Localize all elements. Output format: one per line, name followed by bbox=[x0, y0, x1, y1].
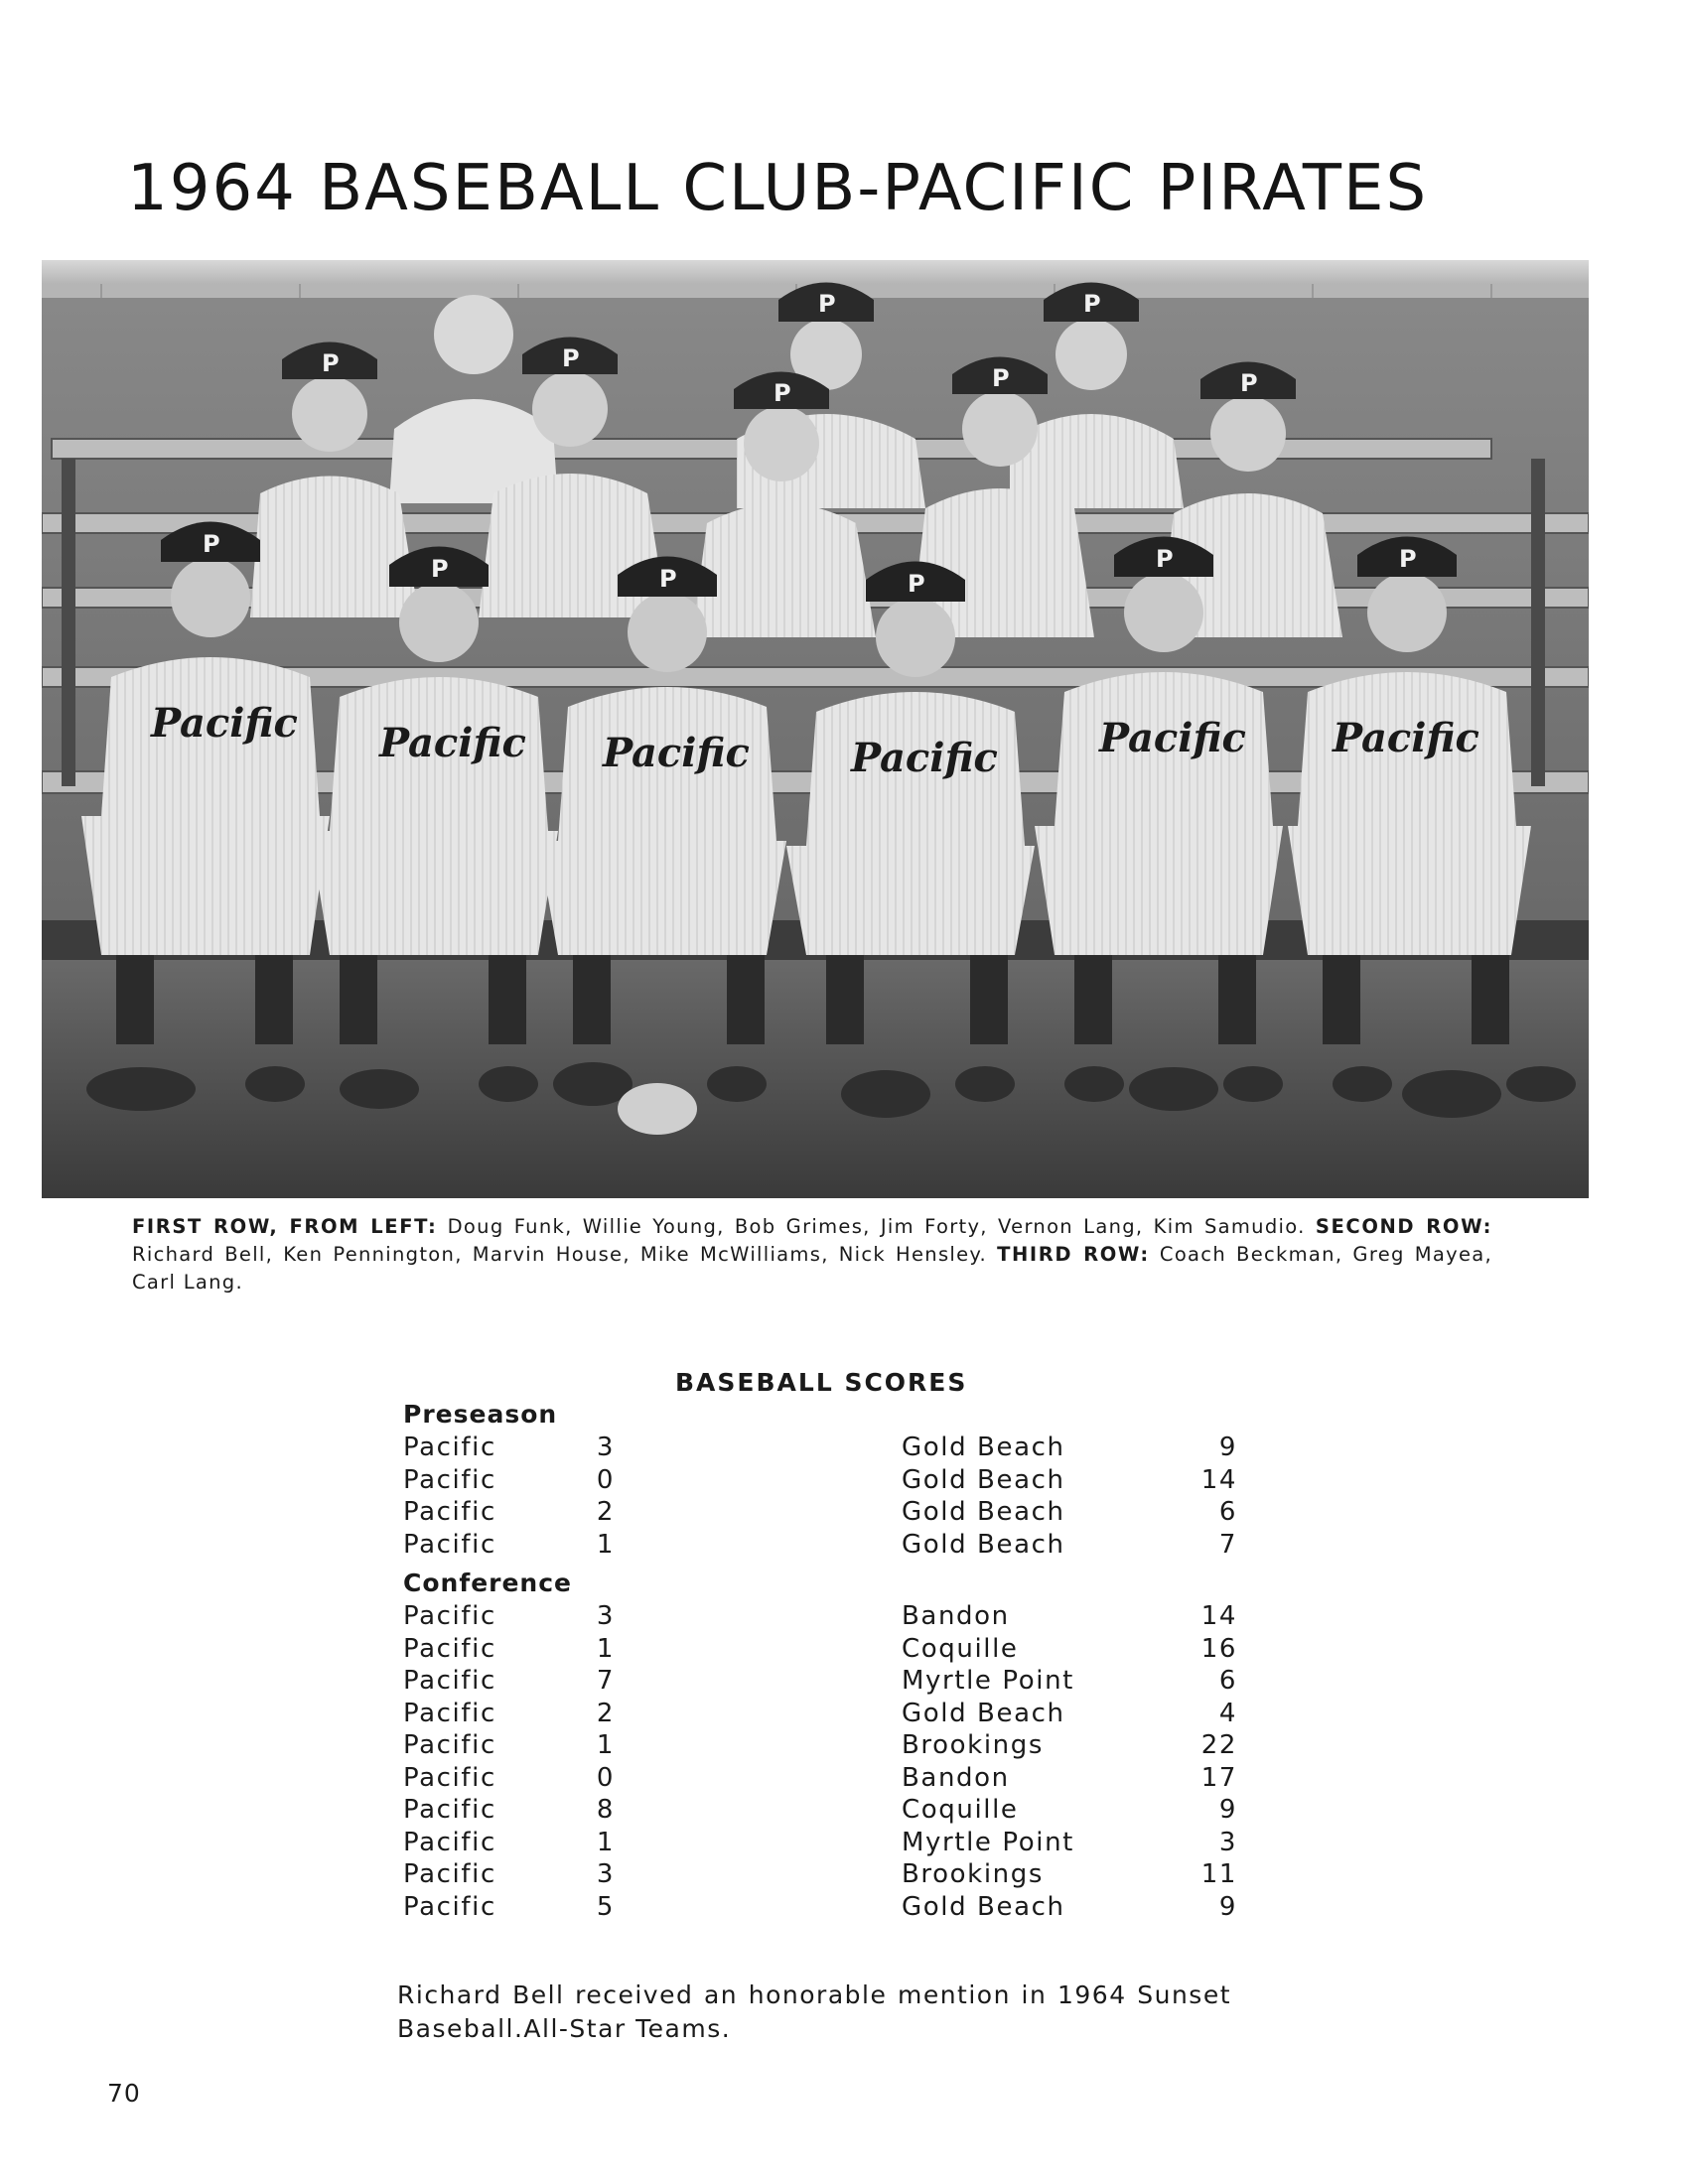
opponent-name: Coquille bbox=[902, 1795, 1019, 1825]
team-score: 1 bbox=[596, 1633, 616, 1664]
scores-heading: BASEBALL SCORES bbox=[675, 1368, 968, 1397]
photo-caption bbox=[132, 1213, 1492, 1297]
team-score: 2 bbox=[596, 1698, 616, 1728]
team-score: 8 bbox=[596, 1795, 616, 1825]
cap-letter: P bbox=[659, 565, 677, 593]
team-score: 0 bbox=[596, 1464, 616, 1495]
score-row bbox=[403, 1698, 1237, 1730]
jersey-lettering: Pacific bbox=[1333, 715, 1479, 761]
opponent-score: 9 bbox=[1218, 1433, 1237, 1462]
score-row bbox=[403, 1858, 1237, 1891]
opponent-name: Gold Beach bbox=[902, 1891, 1065, 1922]
opponent-score: 9 bbox=[1218, 1795, 1237, 1825]
opponent-score: 3 bbox=[1218, 1827, 1237, 1857]
third-row-label: THIRD ROW: bbox=[997, 1243, 1150, 1266]
team-score: 5 bbox=[596, 1891, 616, 1922]
team-score: 3 bbox=[596, 1859, 616, 1889]
team-name: Pacific bbox=[403, 1859, 496, 1889]
opponent-name: Myrtle Point bbox=[902, 1827, 1074, 1857]
cap-letter: P bbox=[1156, 545, 1174, 573]
page-number: 70 bbox=[107, 2079, 141, 2108]
team-name: Pacific bbox=[403, 1601, 496, 1631]
opponent-name: Brookings bbox=[902, 1730, 1044, 1760]
preseason-heading: Preseason bbox=[403, 1400, 558, 1429]
score-row bbox=[403, 1827, 1237, 1859]
opponent-score: 16 bbox=[1200, 1633, 1237, 1664]
opponent-name: Gold Beach bbox=[902, 1497, 1065, 1527]
team-photo bbox=[42, 260, 1589, 1198]
opponent-name: Gold Beach bbox=[902, 1529, 1065, 1560]
opponent-score: 22 bbox=[1200, 1730, 1237, 1760]
cap-letter: P bbox=[1240, 369, 1258, 397]
team-score: 7 bbox=[596, 1666, 616, 1696]
team-name: Pacific bbox=[403, 1891, 496, 1922]
score-row bbox=[403, 1665, 1237, 1698]
team-score: 1 bbox=[596, 1529, 616, 1560]
opponent-score: 17 bbox=[1200, 1762, 1237, 1793]
cap-letter: P bbox=[818, 290, 836, 318]
team-name: Pacific bbox=[403, 1698, 496, 1728]
team-score: 0 bbox=[596, 1762, 616, 1793]
opponent-name: Gold Beach bbox=[902, 1698, 1065, 1728]
team-name: Pacific bbox=[403, 1433, 496, 1462]
first-row-names: Doug Funk, Willie Young, Bob Grimes, Jim Forty, Vernon Lang, Kim Samudio. bbox=[447, 1215, 1306, 1238]
cap-letter: P bbox=[774, 379, 791, 407]
jersey-lettering: Pacific bbox=[603, 730, 750, 776]
jersey-lettering: Pacific bbox=[1099, 715, 1246, 761]
team-name: Pacific bbox=[403, 1464, 496, 1495]
first-row-label: FIRST ROW, FROM LEFT: bbox=[132, 1215, 438, 1238]
opponent-score: 14 bbox=[1200, 1601, 1237, 1631]
cap-letter: P bbox=[431, 555, 449, 583]
opponent-name: Bandon bbox=[902, 1601, 1010, 1631]
score-row bbox=[403, 1762, 1237, 1795]
team-score: 2 bbox=[596, 1497, 616, 1527]
jersey-lettering: Pacific bbox=[379, 720, 526, 766]
score-row bbox=[403, 1633, 1237, 1666]
score-row bbox=[403, 1496, 1237, 1529]
opponent-name: Myrtle Point bbox=[902, 1666, 1074, 1696]
score-row bbox=[403, 1794, 1237, 1827]
opponent-score: 6 bbox=[1218, 1666, 1237, 1696]
opponent-name: Coquille bbox=[902, 1633, 1019, 1664]
team-name: Pacific bbox=[403, 1795, 496, 1825]
opponent-name: Gold Beach bbox=[902, 1433, 1065, 1462]
cap-letter: P bbox=[992, 364, 1010, 392]
cap-letter: P bbox=[908, 570, 925, 598]
team-score: 3 bbox=[596, 1433, 616, 1462]
third-row-names: Coach Beckman, Greg Mayea, Carl Lang. bbox=[132, 1243, 1493, 1294]
opponent-score: 11 bbox=[1200, 1859, 1237, 1889]
score-row bbox=[403, 1891, 1237, 1924]
cap-letter: P bbox=[1083, 290, 1101, 318]
team-score: 3 bbox=[596, 1601, 616, 1631]
cap-letter: P bbox=[562, 344, 580, 372]
conference-games bbox=[403, 1600, 1237, 1923]
score-row bbox=[403, 1529, 1237, 1562]
cap-letter: P bbox=[1399, 545, 1417, 573]
cap-letter: P bbox=[322, 349, 340, 377]
preseason-games bbox=[403, 1432, 1237, 1561]
score-row bbox=[403, 1432, 1237, 1464]
opponent-score: 4 bbox=[1218, 1698, 1237, 1728]
team-score: 1 bbox=[596, 1730, 616, 1760]
score-row bbox=[403, 1600, 1237, 1633]
team-photo-image bbox=[42, 260, 1589, 1198]
page-title: 1964 BASEBALL CLUB-PACIFIC PIRATES bbox=[127, 152, 1429, 225]
opponent-score: 6 bbox=[1218, 1497, 1237, 1527]
team-name: Pacific bbox=[403, 1529, 496, 1560]
second-row-label: SECOND ROW: bbox=[1315, 1215, 1493, 1238]
team-score: 1 bbox=[596, 1827, 616, 1857]
jersey-lettering: Pacific bbox=[151, 700, 298, 747]
score-row bbox=[403, 1729, 1237, 1762]
honorable-mention-note: Richard Bell received an honorable mention in 1964 Sunset Baseball.All-Star Teams. bbox=[397, 1980, 1231, 2043]
second-row-names: Richard Bell, Ken Pennington, Marvin House, Mike McWilliams, Nick Hensley. bbox=[132, 1243, 987, 1266]
team-name: Pacific bbox=[403, 1497, 496, 1527]
jersey-lettering: Pacific bbox=[851, 735, 998, 781]
team-name: Pacific bbox=[403, 1666, 496, 1696]
cap-letter: P bbox=[203, 530, 220, 558]
score-row bbox=[403, 1464, 1237, 1497]
team-name: Pacific bbox=[403, 1762, 496, 1793]
team-name: Pacific bbox=[403, 1730, 496, 1760]
opponent-name: Bandon bbox=[902, 1762, 1010, 1793]
team-name: Pacific bbox=[403, 1633, 496, 1664]
opponent-score: 9 bbox=[1218, 1891, 1237, 1922]
scores-table bbox=[403, 1398, 1237, 1923]
opponent-name: Gold Beach bbox=[902, 1464, 1065, 1495]
opponent-name: Brookings bbox=[902, 1859, 1044, 1889]
conference-heading: Conference bbox=[403, 1569, 573, 1597]
opponent-score: 7 bbox=[1218, 1529, 1237, 1560]
opponent-score: 14 bbox=[1200, 1464, 1237, 1495]
team-name: Pacific bbox=[403, 1827, 496, 1857]
